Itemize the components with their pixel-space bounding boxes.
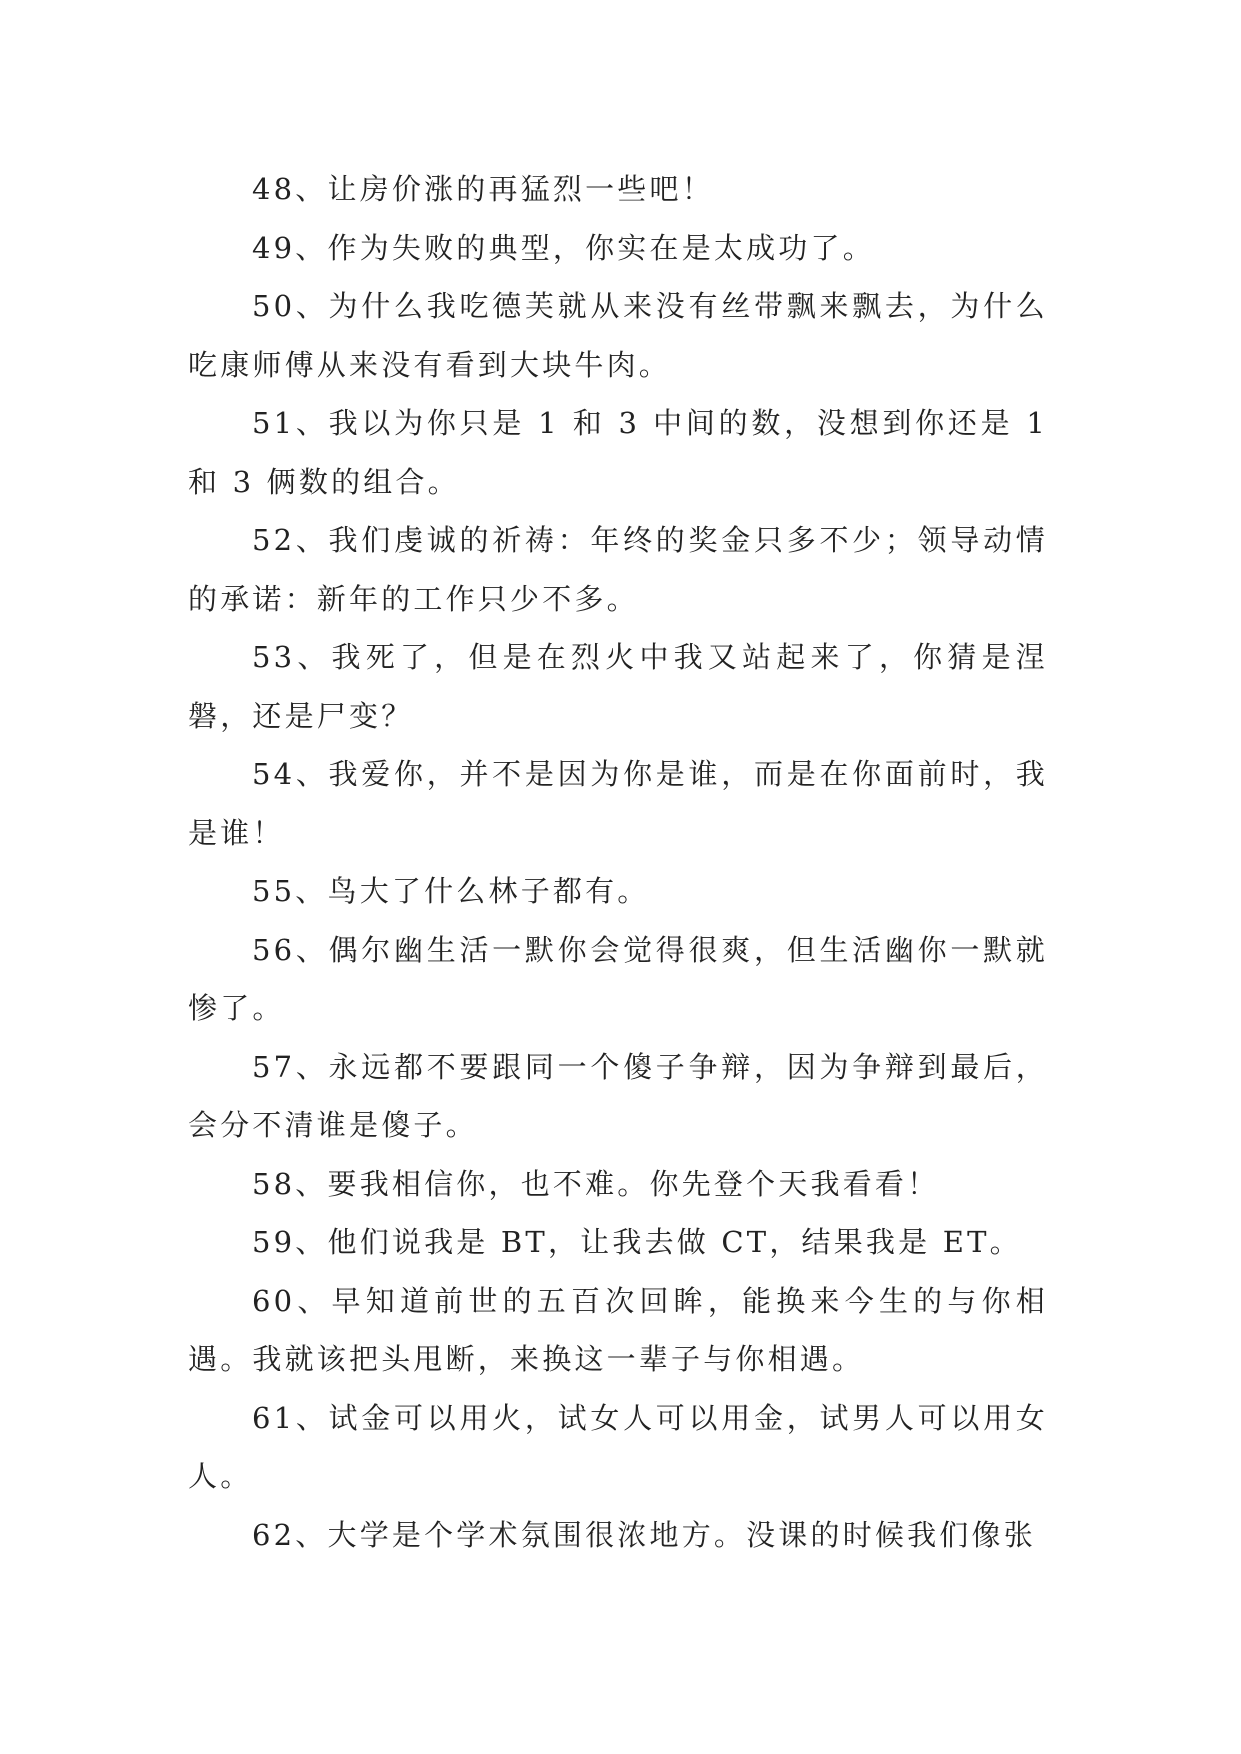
paragraph-60: 60、早知道前世的五百次回眸，能换来今生的与你相遇。我就该把头甩断，来换这一辈子与你相遇。 <box>188 1283 1048 1376</box>
document-body <box>188 160 1048 1564</box>
paragraph-50: 50、为什么我吃德芙就从来没有丝带飘来飘去，为什么吃康师傅从来没有看到大块牛肉。 <box>188 289 1048 382</box>
paragraph-61: 61、试金可以用火，试女人可以用金，试男人可以用女人。 <box>188 1400 1048 1493</box>
paragraph-58: 58、要我相信你，也不难。你先登个天我看看！ <box>252 1166 940 1201</box>
paragraph-59: 59、他们说我是 BT，让我去做 CT，结果我是 ET。 <box>252 1225 1022 1259</box>
paragraph-51: 51、我以为你只是 1 和 3 中间的数，没想到你还是 1 和 3 俩数的组合。 <box>188 406 1048 499</box>
paragraph-52: 52、我们虔诚的祈祷：年终的奖金只多不少；领导动情的承诺：新年的工作只少不多。 <box>188 523 1048 616</box>
paragraph-49: 49、作为失败的典型，你实在是太成功了。 <box>252 230 875 265</box>
paragraph-48: 48、让房价涨的再猛烈一些吧！ <box>252 172 714 206</box>
paragraph-56: 56、偶尔幽生活一默你会觉得很爽，但生活幽你一默就惨了。 <box>188 932 1048 1025</box>
paragraph-62: 62、大学是个学术氛围很浓地方。没课的时候我们像张 <box>252 1517 1036 1552</box>
paragraph-55: 55、鸟大了什么林子都有。 <box>252 874 650 908</box>
paragraph-53: 53、我死了，但是在烈火中我又站起来了，你猜是涅磐，还是尸变？ <box>188 640 1048 733</box>
paragraph-57: 57、永远都不要跟同一个傻子争辩，因为争辩到最后，会分不清谁是傻子。 <box>188 1049 1048 1142</box>
paragraph-54: 54、我爱你，并不是因为你是谁，而是在你面前时，我是谁！ <box>188 757 1048 850</box>
